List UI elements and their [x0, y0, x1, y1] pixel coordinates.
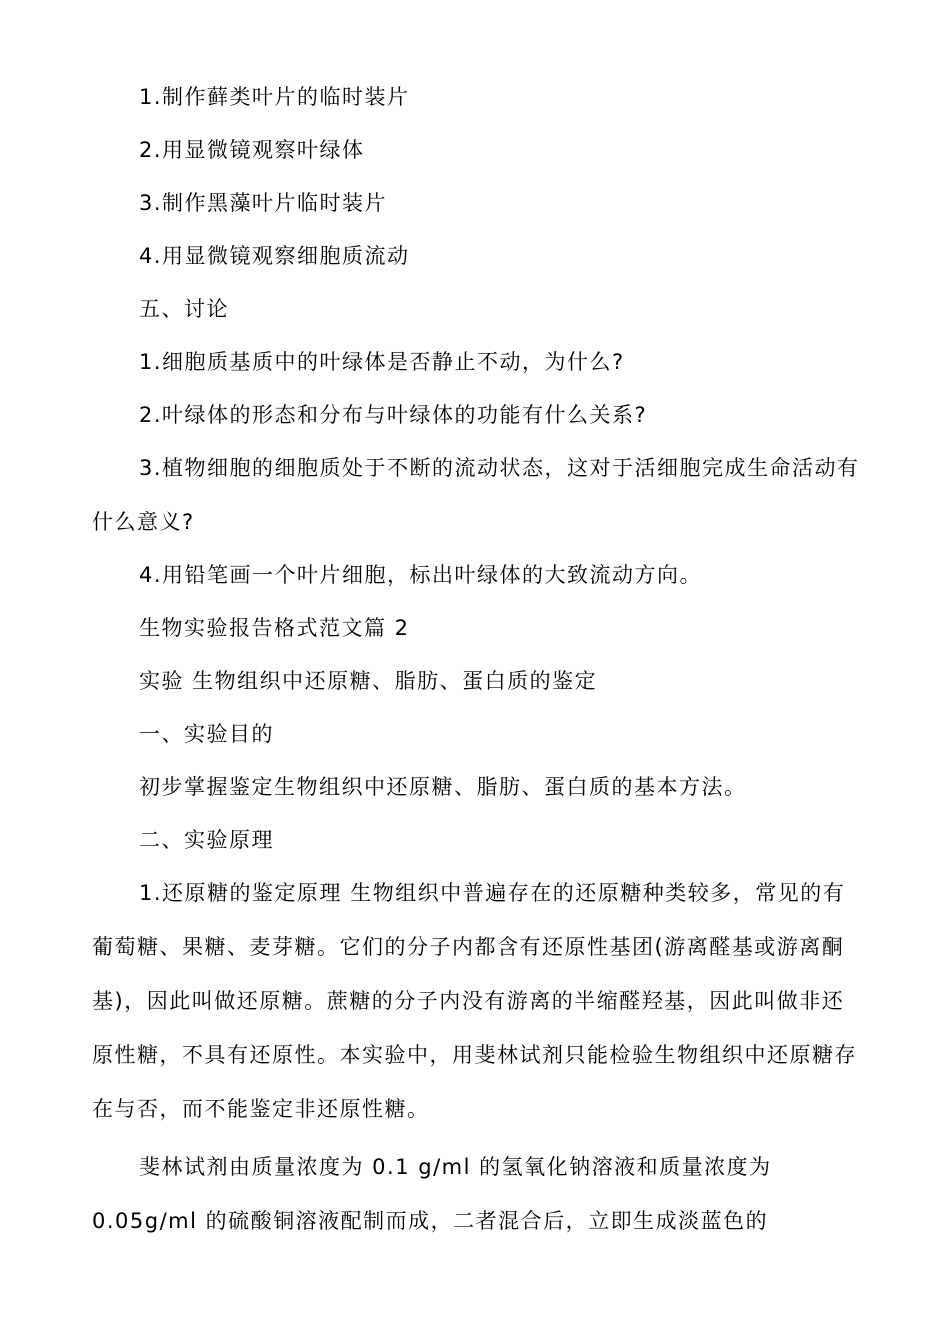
purpose-text: 初步掌握鉴定生物组织中还原糖、脂肪、蛋白质的基本方法。: [139, 775, 747, 799]
step-4-line: 4.用显微镜观察细胞质流动: [139, 244, 410, 268]
section-heading-discussion: 五、讨论: [139, 297, 229, 321]
principle-paragraph-2: 斐林试剂由质量浓度为 0.1 g/ml 的氢氧化钠溶液和质量浓度为 0.05g/ml 的硫酸铜溶液配制而成，二者混合后，立即生成淡蓝色的: [92, 1155, 772, 1233]
step-1-line: 1.制作藓类叶片的临时装片: [139, 85, 410, 109]
discussion-question-2: 2.叶绿体的形态和分布与叶绿体的功能有什么关系?: [139, 403, 648, 427]
principle-paragraph-1: 1.还原糖的鉴定原理 生物组织中普遍存在的还原糖种类较多，常见的有葡萄糖、果糖、麦芽糖。它们的分子内都含有还原性基团(游离醛基或游离酮基)，因此叫做还原糖。蔗糖的分子内没有游离的半缩醛羟基，因此叫做非还原性糖，不具有还原性。本实验中，用斐林试剂只能检验生物组织中还原糖存在与否，而不能鉴定非还原性糖。: [92, 881, 857, 1121]
section-heading-purpose: 一、实验目的: [139, 722, 274, 746]
discussion-question-1: 1.细胞质基质中的叶绿体是否静止不动，为什么?: [139, 350, 625, 374]
experiment-title: 实验 生物组织中还原糖、脂肪、蛋白质的鉴定: [139, 669, 598, 693]
discussion-question-3: 3.植物细胞的细胞质处于不断的流动状态，这对于活细胞完成生命活动有什么意义?: [92, 456, 860, 534]
article-title: 生物实验报告格式范文篇 2: [139, 616, 410, 640]
section-heading-principle: 二、实验原理: [139, 828, 274, 852]
step-3-line: 3.制作黑藻叶片临时装片: [139, 191, 388, 215]
step-2-line: 2.用显微镜观察叶绿体: [139, 138, 365, 162]
discussion-question-4: 4.用铅笔画一个叶片细胞，标出叶绿体的大致流动方向。: [139, 563, 703, 587]
